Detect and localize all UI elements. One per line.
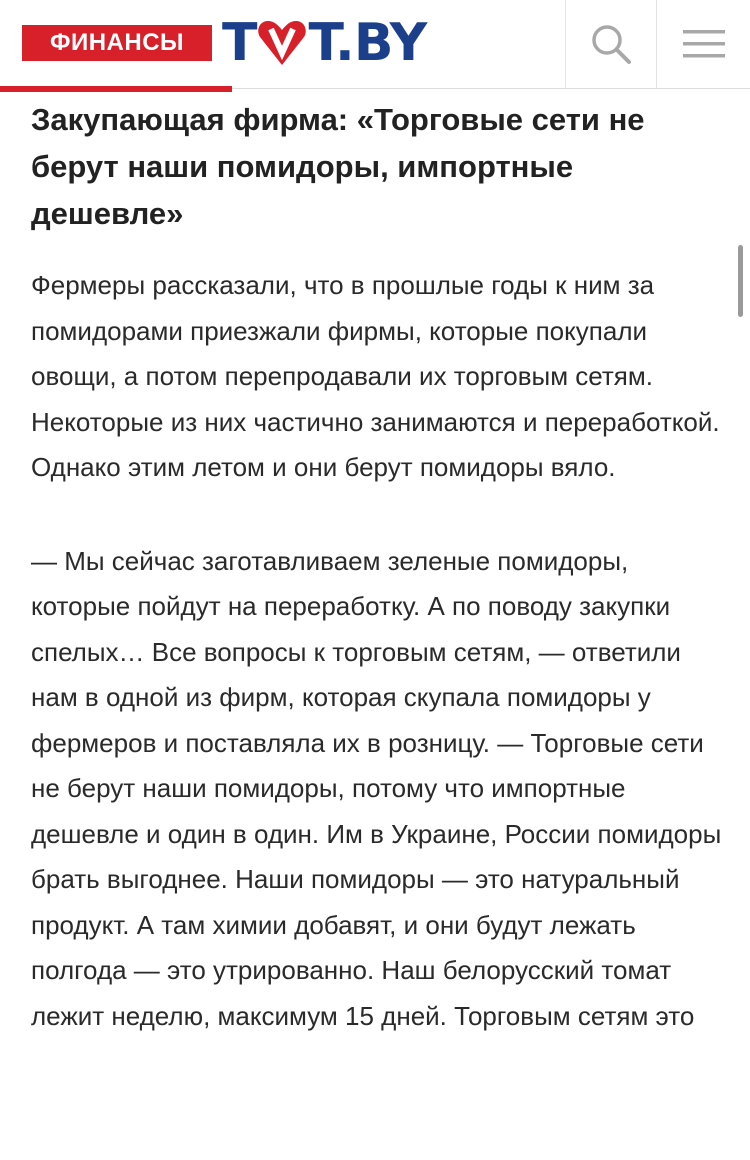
site-logo[interactable] [222, 13, 427, 73]
search-button[interactable] [567, 0, 655, 88]
site-header [0, 0, 750, 88]
header-accent-bar [0, 86, 232, 92]
menu-button[interactable] [658, 0, 750, 88]
hamburger-menu-icon [683, 28, 725, 60]
logo-text-right: T.BY [308, 13, 427, 73]
heart-v-icon [257, 19, 307, 67]
article-paragraph: Фермеры рассказали, что в прошлые годы к ним за помидорами приезжали фирмы, которые покупали овощи, а потом перепродавали их торговым сетям. Некоторые из них частично занимаются и переработкой. Однако этим летом и они берут помидоры вяло. [31, 270, 720, 482]
scrollbar-thumb[interactable] [738, 245, 743, 317]
search-icon [589, 22, 633, 66]
article-headline: Закупающая фирма: «Торговые сети не берут наши помидоры, импортные дешевле» [31, 102, 645, 231]
article-body [31, 96, 723, 1039]
logo-text-left: T [222, 13, 257, 73]
header-divider [565, 0, 566, 88]
article-paragraph: — Мы сейчас заготавливаем зеленые помидоры, которые пойдут на переработку. А по поводу закупки спелых… Все вопросы к торговым сетям, — ответили нам в одной из фирм, которая скупала помидоры у фермеров и поставляла их в розницу. — Торговые сети не берут наши помидоры, потому что импортные дешевле и один в один. Им в Украине, России помидоры брать выгоднее. Наши помидоры — это натуральный продукт. А там химии добавят, и они будут лежать полгода — это утрированно. Наш белорусский томат лежит неделю, максимум 15 дней. Торговым сетям это [31, 545, 722, 1031]
header-divider [656, 0, 657, 88]
section-tag[interactable]: ФИНАНСЫ [22, 25, 212, 61]
